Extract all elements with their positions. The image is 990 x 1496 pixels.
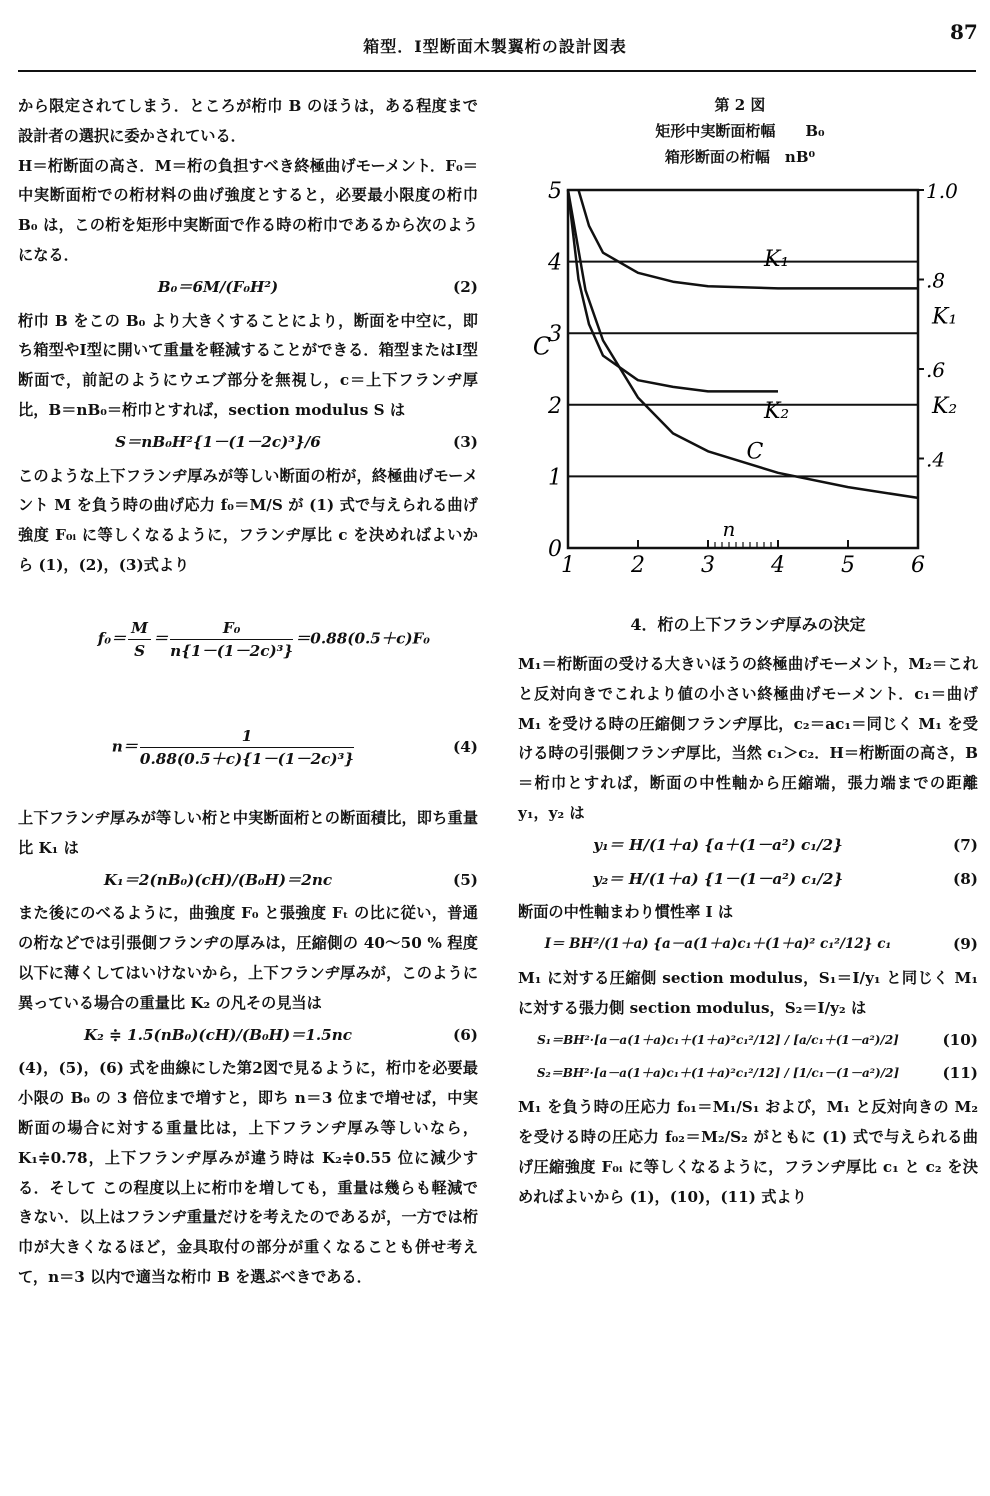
paragraph: 上下フランヂ厚みが等しい桁と中実断面桁との断面積比，即ち重量比 K₁ は	[18, 808, 478, 857]
y-left-tick-label: 0	[548, 537, 562, 562]
paragraph: (4)，(5)，(6) 式を曲線にした第2図で見るように，桁巾を必要最小限の B₀ の 3 倍位まで増すと，即ち n＝3 位まで増せば，中実断面の場合に対する重量比は，上下フランヂ厚み等しいなら，K₁≑0.78，上下フランヂ厚みが違う時は K₂≑0.55 位に減少する．そして この程度以上に桁巾を増しても，重量は幾らも軽減できない．以上はフランヂ重量だけを考えたのであるが，一方では桁巾が大きくなるほど，金具取付の部分が重くなることも併せ考えて，n＝3 以内で適当な桁巾 B を選ぶべきである．	[18, 1059, 479, 1286]
paragraph: から限定されてしまう．ところが桁巾 B のほうは，ある程度まで設計者の選択に委かされている．	[18, 97, 478, 145]
equation-body: B₀＝6M/(F₀H²)	[157, 277, 279, 296]
y-right-tick-label: 1.0	[926, 179, 958, 203]
fraction	[170, 617, 293, 662]
y-right-axis-label-k1: K₁	[932, 304, 958, 330]
curve-label-k2: K₂	[764, 398, 790, 424]
running-title: 箱型．Ⅰ型断面木製翼桁の設計図表	[363, 37, 627, 56]
y-left-tick-label: 1	[548, 465, 562, 491]
equation-body: I＝ BH²/(1＋a) {a－a(1＋a)c₁＋(1＋a)² c₁²/12} c₁	[544, 936, 892, 953]
eq-part: n＝	[111, 737, 138, 756]
equation-number: (5)	[453, 870, 478, 889]
equation-number: (4)	[453, 737, 478, 756]
equation-4a	[18, 587, 478, 692]
fraction	[128, 617, 151, 662]
figure-2	[520, 170, 970, 594]
figure-caption-line: 矩形中実断面桁幅 B₀	[655, 122, 825, 140]
fraction	[140, 725, 354, 770]
paragraph: M₁ に対する圧縮側 section modulus，S₁＝I/y₁ と同じく M₁ に対する張力側 section modulus，S₂＝I/y₂ は	[518, 968, 978, 1017]
y-right-tick-label: .4	[926, 447, 946, 472]
section-title: 4．桁の上下フランヂ厚みの決定	[630, 615, 866, 634]
equation-number: (7)	[953, 835, 978, 854]
paragraph: M₁＝桁断面の受ける大きいほうの終極曲げモーメント，M₂＝これと反対向きでこれより値の小さい終極曲げモーメント．c₁＝曲げ M₁ を受ける時の圧縮側フランヂ厚比，c₂＝ac₁＝同じく M₁ を受ける時の引張側フランヂ厚比，当然 c₁＞c₂．H＝桁断面の高さ，B＝桁巾とすれば，断面の中性軸から圧縮端，張力端までの距離 y₁，y₂ は	[518, 655, 978, 822]
equation-5	[18, 866, 478, 896]
equation-6	[18, 1021, 478, 1051]
equation-number: (9)	[953, 935, 978, 954]
x-tick-label: 5	[841, 553, 855, 578]
curve-label-k1: K₁	[764, 247, 790, 273]
equation-number: (3)	[453, 432, 478, 451]
figure-caption	[600, 92, 880, 170]
paragraph: H＝桁断面の高さ．M＝桁の負担すべき終極曲げモーメント．F₀＝中実断面桁での桁材料の曲げ強度とすると，必要最小限度の桁巾 B₀ は，この桁を矩形中実断面で作る時の桁巾であるから次のようになる．	[18, 156, 478, 264]
numerator: F₀	[170, 617, 293, 640]
eq-part: ＝	[152, 629, 169, 648]
equation-2	[18, 273, 478, 303]
paragraph: このような上下フランヂ厚みが等しい断面の桁が，終極曲げモーメント M を負う時の曲げ応力 f₀＝M/S が (1) 式で与えられる曲げ強度 F₀ᵢ に等しくなるように，フランヂ厚比 c を決めればよいから (1)，(2)，(3)式より	[18, 466, 478, 574]
right-column	[518, 650, 978, 1212]
x-tick-label: 2	[631, 553, 645, 578]
figure-caption-line: 箱形断面の桁幅 nB⁰	[664, 148, 816, 166]
equation-7	[518, 831, 978, 861]
series-line-c	[568, 190, 918, 498]
equation-number: (6)	[453, 1025, 478, 1044]
left-column	[18, 92, 478, 1293]
y-left-tick-label: 5	[548, 179, 562, 204]
header-rule	[18, 70, 976, 72]
equation-body: y₁＝ H/(1＋a) {a＋(1－a²) c₁/2}	[593, 835, 843, 854]
numerator: 1	[140, 725, 354, 748]
equation-body: K₂ ≑ 1.5(nB₀)(cH)/(B₀H)＝1.5nc	[83, 1025, 353, 1044]
x-tick-label: 1	[561, 553, 575, 578]
y-left-tick-label: 2	[548, 393, 562, 419]
chart-svg	[520, 170, 970, 590]
paragraph: 断面の中性軸まわり慣性率 I は	[518, 903, 734, 922]
equation-number: (8)	[953, 869, 978, 888]
equation-8	[518, 865, 978, 895]
equation-body	[18, 587, 478, 692]
equation-body: S＝nB₀H²{1－(1－2c)³}/6	[115, 432, 321, 451]
page-number: 87	[950, 20, 978, 44]
equation-body: K₁＝2(nB₀)(cH)/(B₀H)＝2nc	[103, 870, 333, 889]
equation-body	[18, 695, 418, 800]
y-right-tick-label: .6	[926, 358, 946, 382]
y-right-tick-label: .8	[926, 268, 946, 293]
x-tick-label: 4	[771, 553, 785, 578]
equation-number: (2)	[453, 277, 478, 296]
equation-body: y₂＝ H/(1＋a) {1－(1－a²) c₁/2}	[592, 869, 844, 888]
series-line-k1	[579, 190, 919, 288]
equation-body: S₁＝BH²·[a－a(1＋a)c₁＋(1＋a)²c₁²/12] / [a/c₁＋(1－a²)/2]	[537, 1032, 899, 1047]
paragraph: 桁巾 B をこの B₀ より大きくすることにより，断面を中空に，即ち箱型やⅠ型に開いて重量を軽減することができる．箱型またはⅠ型断面で，前記のようにウエブ部分を無視し，c＝上下フランヂ厚比，B＝nB₀＝桁巾とすれば，section modulus S は	[18, 311, 478, 419]
y-left-tick-label: 3	[548, 322, 562, 348]
numerator: M	[128, 617, 151, 640]
denominator: n{1－(1－2c)³}	[170, 641, 294, 660]
equation-number: (11)	[942, 1064, 978, 1083]
equation-number: (10)	[942, 1030, 978, 1049]
equation-11	[518, 1059, 978, 1089]
x-tick-label: 3	[701, 553, 715, 578]
equation-3	[18, 428, 478, 458]
paragraph: M₁ を負う時の圧応力 f₀₁＝M₁/S₁ および，M₁ と反対向きの M₂ を受ける時の圧応力 f₀₂＝M₂/S₂ がともに (1) 式で与えられる曲げ圧縮強度 F₀ᵢ に等しくなるように，フランヂ厚比 c₁ と c₂ を決めればよいから (1)，(10)，(11) 式より	[518, 1098, 978, 1206]
series-line-k2	[568, 190, 778, 391]
equation-10	[518, 1026, 978, 1056]
y-left-axis-label: C	[532, 332, 552, 361]
curve-label-c: C	[746, 439, 764, 465]
figure-number: 第 2 図	[714, 96, 766, 114]
eq-part: ＝0.88(0.5＋c)F₀	[295, 629, 430, 648]
denominator: S	[134, 641, 146, 660]
x-tick-label: 6	[911, 553, 925, 578]
equation-body: S₂＝BH²·[a－a(1＋a)c₁＋(1＋a)²c₁²/12] / [1/c₁－(1－a²)/2]	[536, 1066, 900, 1081]
y-right-axis-label-k2: K₂	[932, 393, 958, 419]
denominator: 0.88(0.5＋c){1－(1－2c)³}	[139, 750, 355, 769]
paragraph: また後にのべるように，曲強度 F₀ と張強度 Fₜ の比に従い，普通の桁などでは引張側フランヂの厚みは，圧縮側の 40～50 % 程度以下に薄くしてはいけないから，上下フランヂ厚みが，このように異っている場合の重量比 K₂ の凡その見当は	[18, 904, 478, 1012]
x-axis-label: n	[722, 517, 736, 541]
equation-4b	[18, 695, 478, 800]
eq-part: f₀＝	[97, 629, 127, 648]
equation-9	[518, 930, 978, 960]
y-left-tick-label: 4	[548, 250, 562, 276]
